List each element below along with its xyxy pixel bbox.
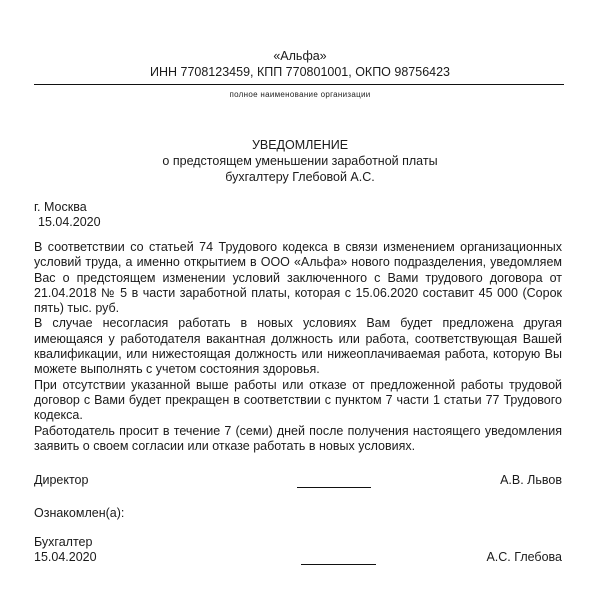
document-subtitle: о предстоящем уменьшении заработной платы <box>162 154 438 168</box>
employee-signature-line <box>301 564 376 565</box>
body-paragraph: В соответствии со статьей 74 Трудового кодекса в связи изменением организационных условий труда, а именно открытием в ООО «Альфа» нового подразделения, уведомляем Вас о предстоящем изменении условий заключенного с Вами трудового договора от 21.04.2018 № 5 в части заработной платы, которая с 15.06.2020 составит 45 000 (Сорок пять) тыс. руб. <box>34 240 562 316</box>
organization-name: «Альфа» <box>273 49 327 63</box>
organization-caption: полное наименование организации <box>229 90 371 99</box>
document-title: УВЕДОМЛЕНИЕ <box>251 138 349 152</box>
body-paragraph: Работодатель просит в течение 7 (семи) дней после получения настоящего уведомления заявить о своем согласии или отказе работать в новых условиях. <box>34 423 562 453</box>
document-addressee: бухгалтеру Глебовой А.С. <box>225 170 375 184</box>
employee-sign-date: 15.04.2020 <box>34 550 97 564</box>
body-paragraph: В случае несогласия работать в новых условиях Вам будет предложена другая имеющаяся у работодателя вакантная должность или работа, соответствующая Вашей квалификации, или нижестоящая должность или нижеоплачиваемая работа, которую Вы можете выполнять с учетом состояния здоровья. <box>34 316 562 377</box>
organization-codes: ИНН 7708123459, КПП 770801001, ОКПО 98756423 <box>149 65 450 79</box>
director-signature-line <box>297 487 371 488</box>
employee-name: А.С. Глебова <box>486 550 562 564</box>
document-city: г. Москва <box>34 200 87 214</box>
header-divider <box>34 84 564 85</box>
document-date: 15.04.2020 <box>38 215 101 229</box>
acknowledged-label: Ознакомлен(а): <box>34 506 125 520</box>
employee-position: Бухгалтер <box>34 535 93 549</box>
body-paragraph: При отсутствии указанной выше работы или отказе от предложенной работы трудовой договор с Вами будет прекращен в соответствии с пунктом 7 части 1 статьи 77 Трудового кодекса. <box>34 377 562 423</box>
document-body <box>34 240 562 454</box>
director-name: А.В. Львов <box>500 473 562 487</box>
director-position: Директор <box>34 473 89 487</box>
